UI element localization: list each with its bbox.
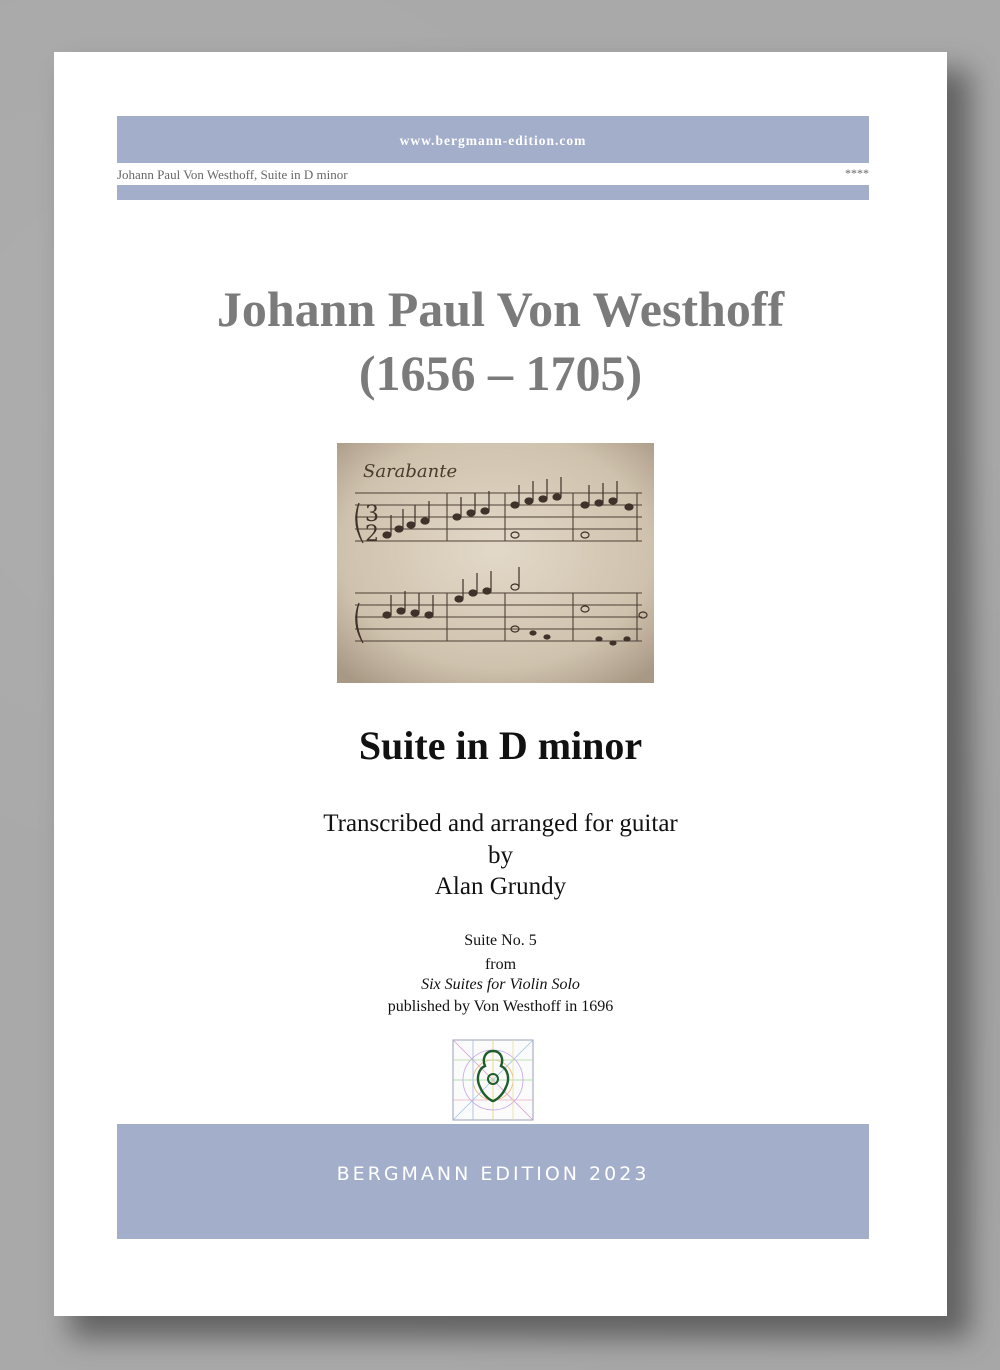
svg-text:3: 3 [365,502,379,527]
page-marker: **** [845,166,869,180]
composer-dates: (1656 – 1705) [358,345,643,401]
manuscript-image [337,443,654,683]
manuscript-caption: Sarabante [363,461,458,482]
source-from: from [484,956,517,973]
work-title: Suite in D minor [358,723,643,768]
cover-page [54,52,947,1316]
manuscript-score-icon [337,443,654,683]
header-divider-band [117,185,869,200]
composer-name: Johann Paul Von Westhoff [216,281,785,337]
publication-note: published by Von Westhoff in 1696 [387,998,614,1015]
publisher-year: BERGMANN EDITION 2023 [336,1163,650,1185]
arrangement-credit: Transcribed and arranged for guitar [323,810,678,837]
website-url: www.bergmann-edition.com [399,133,587,148]
arranger-name: Alan Grundy [434,873,567,900]
publisher-banner [117,1124,869,1239]
svg-text:2: 2 [365,522,379,547]
suite-number: Suite No. 5 [464,932,537,949]
source-collection: Six Suites for Violin Solo [421,976,580,993]
running-title: Johann Paul Von Westhoff, Suite in D minor [117,167,348,182]
credit-by: by [488,842,513,869]
running-header [117,166,869,184]
website-banner [117,116,869,163]
guitar-logo-icon [452,1039,534,1121]
